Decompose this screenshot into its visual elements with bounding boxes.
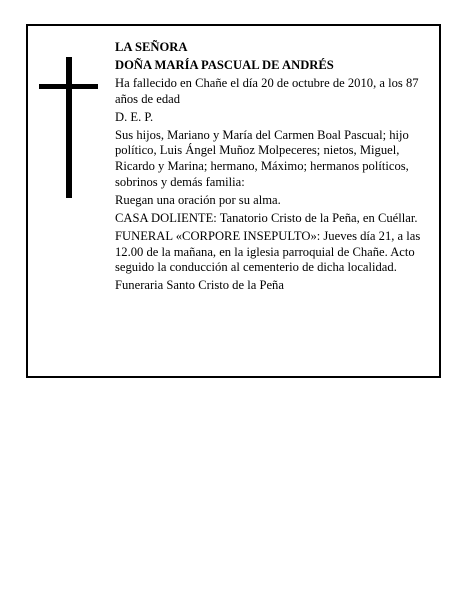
notice-title-line-1: LA SEÑORA [115,40,188,54]
dep-text: D. E. P. [115,109,154,124]
cross-vertical-bar [66,57,72,198]
deceased-name: DOÑA MARÍA PASCUAL DE ANDRÉS [115,58,334,72]
notice-text [115,40,435,296]
funeral-home: Funeraria Santo Cristo de la Peña [115,278,284,293]
obituary-notice [26,24,441,378]
prayer-request: Ruegan una oración por su alma. [115,192,281,207]
death-announcement: Ha fallecido en Chañe el día 20 de octubre de 2010, a los 87 años de edad [115,76,419,106]
family-list: Sus hijos, Mariano y María del Carmen Boal Pascual; hijo político, Luis Ángel Muñoz Molpeceres; nietos, Miguel, Ricardo y Marina; hermano, Máximo; hermanos políticos, sobrinos y demás familia: [115,127,409,189]
casa-doliente: CASA DOLIENTE: Tanatorio Cristo de la Peña, en Cuéllar. [115,210,418,225]
funeral-details: FUNERAL «CORPORE INSEPULTO»: Jueves día 21, a las 12.00 de la mañana, en la iglesia parroquial de Chañe. Acto seguido la conducción al cementerio de dicha localidad. [115,228,421,275]
cross-horizontal-bar [39,84,98,89]
